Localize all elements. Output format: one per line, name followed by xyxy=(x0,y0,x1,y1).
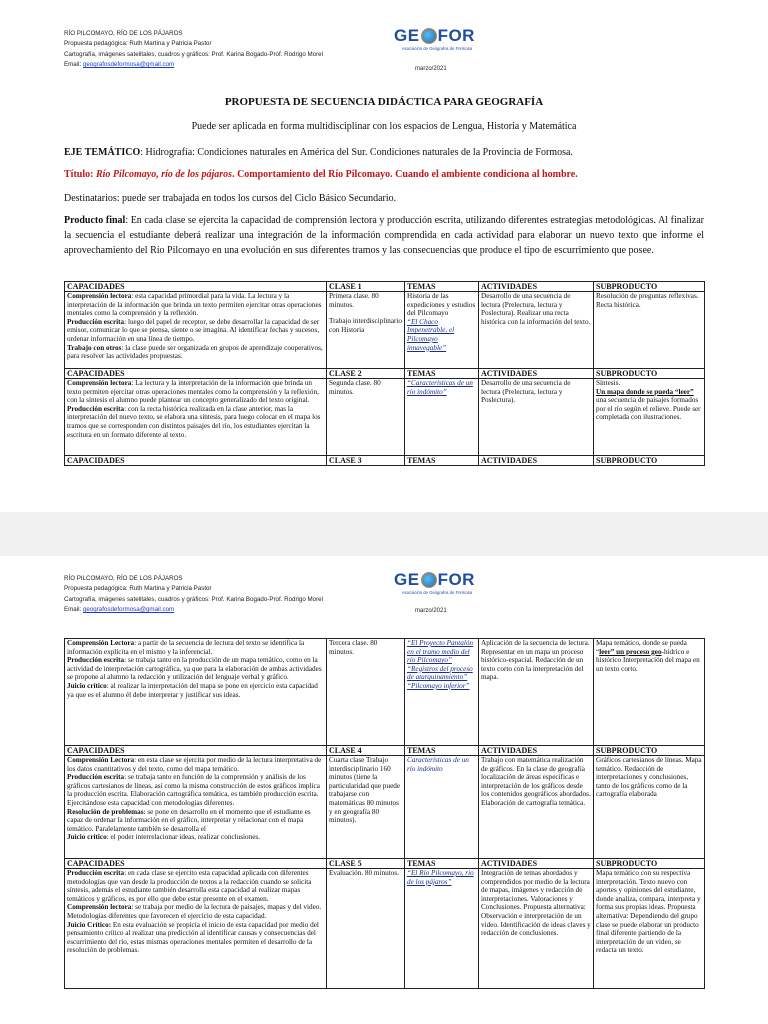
clase-cell: Primera clase. 80 minutos. Trabajo interdisciplinario con Historia xyxy=(327,292,405,369)
page-header xyxy=(64,574,323,616)
header-actividades: ACTIVIDADES xyxy=(479,282,594,292)
page-header xyxy=(64,29,323,71)
sequence-table-page2 xyxy=(64,638,705,989)
header-line: RÍO PILCOMAYO, RÍO DE LOS PÁJAROS xyxy=(64,575,183,582)
clase-cell: Evaluación. 80 minutos. xyxy=(327,869,405,989)
subproducto-cell: Resolución de preguntas reflexivas. Recta histórica. xyxy=(594,292,705,369)
header-date: marzo/2021 xyxy=(415,66,447,72)
temas-cell xyxy=(405,379,479,456)
header-clase: CLASE 1 xyxy=(327,282,405,292)
clase-cell: Tercera clase. 80 minutos. xyxy=(327,639,405,746)
globe-icon xyxy=(421,572,437,588)
destinatarios: Destinatarios: puede ser trabajada en todos los cursos del Ciclo Básico Secundario. xyxy=(64,193,397,204)
capacidades-cell: Comprensión Lectora: en esta clase se ejercita por medio de la lectura interpretativa de los datos cuantitativos y del texto, como del mapa temático. Producción escrita: se trabaja tanto en función de la comprensión y análisis de los gráficos cartesianos de líneas, así como la misma construcción de estos gráficos implica la producción escrita. Elaboración cartográfica temática, es también producción escrita. Ejercitándose esta capacidad con metodologías diferentes. Resolución de problemas: se pone en desarrollo en el momento que el estudiante es capaz de ordenar la información en el gráfico, interpretar y relacionar con el mapa temático. Paralelamente también se desarrolla el Juicio crítico: el poder interrelacionar ideas, realizar conclusiones. xyxy=(65,756,327,859)
table-header-row: CAPACIDADES CLASE 5 TEMAS ACTIVIDADES SUBPRODUCTO xyxy=(65,859,705,869)
producto-final: Producto final: En cada clase se ejercita la capacidad de comprensión lectora y producción escrita, utilizando diferentes estrategias metodológicas. Al finalizar la secuencia el estudiante deberá realizar una integración de la información comprendida en cada actividad para elaborar un nuevo texto que informe el aprovechamiento del Río Pilcomayo en una evolución en sus diferentes tramos y las consecuencias que produce el tipo de escurrimiento que posee. xyxy=(64,215,704,256)
header-line: Propuesta pedagógica: Ruth Martina y Patricia Pastor xyxy=(64,40,212,48)
header-line: Propuesta pedagógica: Ruth Martina y Patricia Pastor xyxy=(64,585,212,593)
subproducto-cell: Mapa temático, donde se pueda “leer” un proceso geo-hídrico e histórico Interpretación del mapa en un texto corto. xyxy=(594,639,705,746)
table-row xyxy=(65,379,705,456)
subproducto-cell: Mapa temático con su respectiva interpretación. Texto nuevo con aportes y opiniones del estudiante, donde analiza, compara, interpreta y forma sus propias ideas. Propuesta alternativa: Dependiendo del grupo clase se puede elaborar un producto final diferente partiendo de la interpretación de un video, se redacta un texto. xyxy=(594,869,705,989)
email-link[interactable]: geografosdeformosa@gmail.com xyxy=(82,61,175,69)
header-temas: TEMAS xyxy=(405,282,479,292)
table-header-row: CAPACIDADES CLASE 3 TEMAS ACTIVIDADES SUBPRODUCTO xyxy=(65,456,705,466)
globe-icon xyxy=(421,28,437,44)
sequence-table-page1 xyxy=(64,281,705,466)
actividades-cell: Desarrollo de una secuencia de lectura (Prelectura, lectura y Poslectura). Realizar una recta histórica con la información del texto. xyxy=(479,292,594,369)
header-email-line: Email: geografosdeformosa@gmail.com xyxy=(64,606,175,614)
table-header-row: CAPACIDADES CLASE 4 TEMAS ACTIVIDADES SUBPRODUCTO xyxy=(65,746,705,756)
tema-link[interactable]: “Características de un río indómito” xyxy=(407,379,473,396)
tema-link[interactable]: “El Río Pilcomayo, río de los pájaros” xyxy=(407,869,474,886)
eje-tematico: EJE TEMÁTICO: Hidrografía: Condiciones naturales en América del Sur. Condiciones naturales de la Provincia de Formosa. xyxy=(64,147,573,158)
actividades-cell: Desarrollo de una secuencia de lectura (Prelectura, lectura y Poslectura). xyxy=(479,379,594,456)
capacidades-cell: Comprensión lectora: La lectura y la interpretación de la información que brinda un texto permiten ejercitar otras operaciones mentales como la comprensión y la reflexión, con la síntesis el alumno puede plantear un concepto generalizado del texto original. Producción escrita: con la recta histórica realizada en la clase anterior, mas la interpretación del nuevo texto, se elabora una síntesis, para luego colocar en el mapa los tramos que se corresponden con distintos paisajes del río, los estudiantes ejercitan la escritura en un formato diferente al texto. xyxy=(65,379,327,456)
capacidades-cell: Producción escrita: en cada clase se ejercito esta capacidad aplicada con diferentes metodologías que van desde la producción de textos a la redacción cuando se solicita síntesis, además el estudiante también desarrolla esta capacidad al realizar mapas temáticos y gráficos, es por ello que debe estar presente en el examen. Comprensión lectora: se trabaja por medio de la lectura de paisajes, mapas y del video. Metodologías diferentes que favorecen el ejercicio de esta capacidad. Juicio Crítico: En esta evaluación se propicia el inicio de esta capacidad por medio del pensamiento crítico al realizar una predicción al identificar causas y consecuencias del escurrimiento del río, estas mismas operaciones mentales permiten el desarrollo de la resolución de problemas. xyxy=(65,869,327,989)
tema-link[interactable]: “El Proyecto Pantalón en el tramo medio del río Pilcomayo” xyxy=(407,639,474,665)
clase-cell: Cuarta clase Trabajo interdisciplinario 160 minutos (tiene la particularidad que puede trabajarse con matemáticas 80 minutos y en geografía 80 minutos). xyxy=(327,756,405,859)
header-line: RÍO PILCOMAYO, RÍO DE LOS PÁJAROS xyxy=(64,30,183,37)
table-header-row: CAPACIDADES CLASE 2 TEMAS ACTIVIDADES SUBPRODUCTO xyxy=(65,369,705,379)
header-capacidades: CAPACIDADES xyxy=(65,282,327,292)
clase-cell: Segunda clase. 80 minutos. xyxy=(327,379,405,456)
geofor-logo: GE FOR Asociación de Geógrafos de Formosa xyxy=(394,570,475,595)
tema-link[interactable]: “Pilcomayo inferior” xyxy=(407,681,470,690)
header-subproducto: SUBPRODUCTO xyxy=(594,282,705,292)
document-titulo: Título: Río Pilcomayo, río de los pájaros. Comportamiento del Río Pilcomayo. Cuando el ambiente condiciona al hombre. xyxy=(64,169,578,180)
geofor-logo: GE FOR Asociación de Geógrafos de Formosa xyxy=(394,26,475,51)
capacidades-cell: Comprensión lectora: esta capacidad primordial para la vida. La lectura y la interpretación de la información que brinda un texto permiten ejercitar otras operaciones mentales como la comprensión y la reflexión. Producción escrita: luego del papel de receptor, se debe desarrollar la capacidad de ser emisor, comunicar lo que se piensa, siente o se imagina. Al identificar fechas y sucesos, ordenar información en una línea de tiempo. Trabajo con otros: la clase puede ser organizada en grupos de aprendizaje cooperativos, para resolver las actividades propuestas. xyxy=(65,292,327,369)
header-email-line: Email: geografosdeformosa@gmail.com xyxy=(64,61,175,69)
table-header-row xyxy=(65,282,705,292)
tema-link[interactable]: “El Chaco Impenetrable, el Pilcomayo innavegable” xyxy=(407,317,455,352)
email-link[interactable]: geografosdeformosa@gmail.com xyxy=(82,606,175,614)
document-title: PROPUESTA DE SECUENCIA DIDÁCTICA PARA GEOGRAFÍA xyxy=(224,96,544,108)
table-row xyxy=(65,756,705,859)
header-date: marzo/2021 xyxy=(415,608,447,614)
document-subtitle: Puede ser aplicada en forma multidisciplinar con los espacios de Lengua, Historia y Matemática xyxy=(191,121,577,132)
actividades-cell: Trabajo con matemática realización de gráficos. En la clase de geografía localización de áreas específicas e interpretación de los gráficos desde los contenidos geográficos abordados. Elaboración de cartografía temática. xyxy=(479,756,594,859)
temas-cell xyxy=(405,756,479,859)
table-row xyxy=(65,639,705,746)
capacidades-cell: Comprensión Lectora: a partir de la secuencia de lectura del texto se identifica la información explícita en el mismo y la inferencial. Producción escrita: se trabaja tanto en la producción de un mapa temático, como en la actividad de interpretación cartográfica, ya que para la elaboración de ambas actividades se propone al alumno la redacción y utilización del lenguaje verbal y gráfico. Juicio crítico: al realizar la interpretación del mapa se pone en ejercicio esta capacidad ya que es el alumno él debe interpretar y justificar sus ideas. xyxy=(65,639,327,746)
header-line: Cartografía, imágenes satelitales, cuadros y gráficos: Prof. Karina Bogado-Prof. Rodrigo Morel xyxy=(64,595,323,603)
header-line: Cartografía, imágenes satelitales, cuadros y gráficos: Prof. Karina Bogado-Prof. Rodrigo Morel xyxy=(64,50,323,58)
temas-cell xyxy=(405,869,479,989)
page-gap xyxy=(0,512,768,556)
tema-link[interactable]: Características de un río indómito xyxy=(407,756,469,773)
table-row xyxy=(65,869,705,989)
subproducto-cell: Síntesis. Un mapa donde se pueda “leer” una secuencia de paisajes formados por el río según el relieve. Puede ser completada con ilustraciones. xyxy=(594,379,705,456)
subproducto-cell: Gráficos cartesianos de líneas. Mapa temático. Redacción de interpretaciones y conclusiones, tanto de los gráficos como de la cartografía elaborada xyxy=(594,756,705,859)
actividades-cell: Aplicación de la secuencia de lectura. Representar en un mapa un proceso histórico-espacial. Redacción de un texto corto con la interpretación del mapa. xyxy=(479,639,594,746)
table-row xyxy=(65,292,705,369)
temas-cell xyxy=(405,639,479,746)
actividades-cell: Integración de temas abordados y comprendidos por medio de la lectura de mapas, imágenes y redacción de interpretaciones. Valoraciones y Conclusiones. Propuesta alternativa: Observación e interpretación de un video. Identificación de ideas claves y redacción de conclusiones. xyxy=(479,869,594,989)
tema-link[interactable]: “Registros del proceso de atarquinamiento” xyxy=(407,664,473,682)
temas-cell: Historia de las expediciones y estudios del Pilcomayo “El Chaco Impenetrable, el Pilcomayo innavegable” xyxy=(405,292,479,369)
